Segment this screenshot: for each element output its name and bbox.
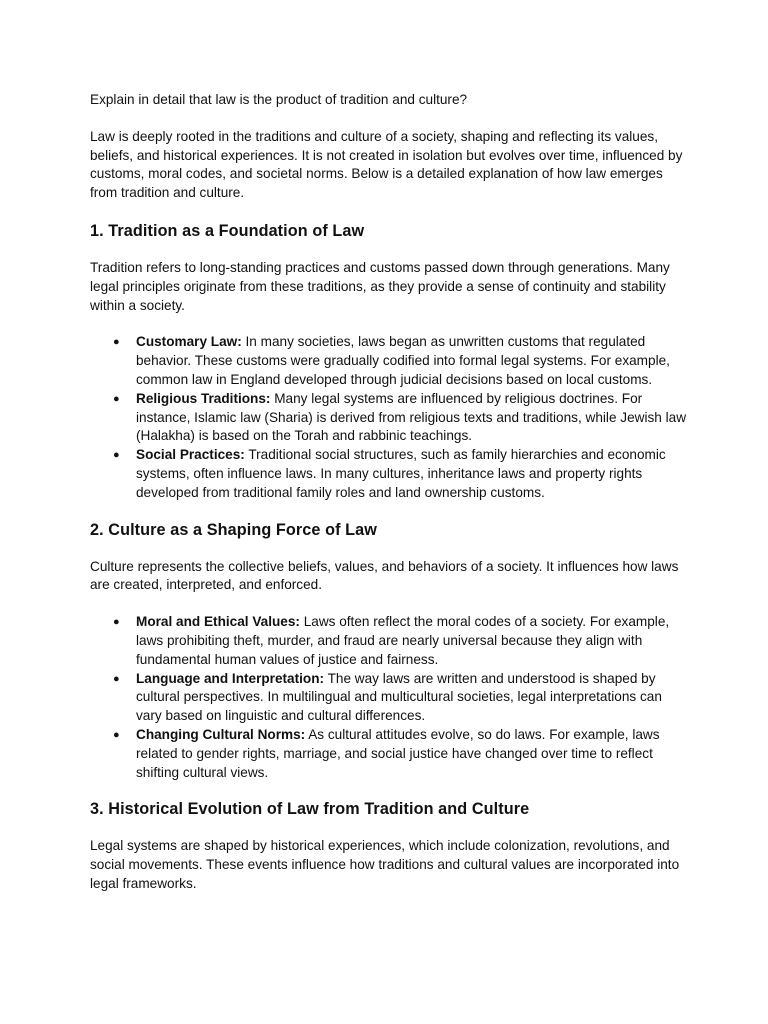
section-paragraph-tradition: Tradition refers to long-standing practices and customs passed down through generations. Many legal principles originate from these traditions, as they provide a sense of continuity and stability within a society. (90, 259, 670, 313)
bullet-icon: ● (113, 392, 120, 405)
question-text: Explain in detail that law is the product of tradition and culture? (90, 92, 468, 107)
bullet-text: Traditional social structures, such as family hierarchies and economic systems, often influence laws. In many cultures, inheritance laws and property rights developed from traditional family roles and land ownership customs. (136, 447, 666, 500)
bullet-text: In many societies, laws began as unwritten customs that regulated behavior. These customs were gradually codified into formal legal systems. For example, common law in England developed through judicial decisions based on local customs. (136, 334, 670, 387)
list-item (90, 446, 690, 502)
bullet-list-tradition (90, 333, 690, 502)
bullet-icon: ● (113, 616, 120, 629)
section-heading-history: 3. Historical Evolution of Law from Tradition and Culture (90, 800, 530, 819)
bullet-term: Moral and Ethical Values: (136, 614, 300, 630)
section-paragraph-history: Legal systems are shaped by historical experiences, which include colonization, revolutions, and social movements. These events influence how traditions and cultural values are incorporated into legal frameworks. (90, 838, 680, 891)
intro-paragraph: Law is deeply rooted in the traditions and culture of a society, shaping and reflecting its values, beliefs, and historical experiences. It is not created in isolation but evolves over time, influenced by customs, moral codes, and societal norms. Below is a detailed explanation of how law emerges from tradition and culture. (90, 128, 683, 201)
section-heading-culture: 2. Culture as a Shaping Force of Law (90, 520, 377, 539)
bullet-text: As cultural attitudes evolve, so do laws. For example, laws related to gender rights, marriage, and social justice have changed over time to reflect shifting cultural views. (136, 726, 660, 780)
bullet-text: Many legal systems are influenced by religious doctrines. For instance, Islamic law (Sharia) is derived from religious texts and traditions, while Jewish law (Halakha) is based on the Torah and rabbinic teachings. (136, 390, 687, 444)
bullet-icon: ● (113, 672, 120, 685)
list-item (90, 390, 690, 446)
bullet-icon: ● (113, 449, 120, 462)
section-heading-tradition: 1. Tradition as a Foundation of Law (90, 221, 365, 240)
bullet-text: The way laws are written and understood is shaped by cultural perspectives. In multilingual and multicultural societies, legal interpretations can vary based on linguistic and cultural differences. (136, 670, 662, 724)
document-page (90, 91, 690, 894)
bullet-term: Religious Traditions: (136, 390, 271, 406)
bullet-list-culture (90, 613, 690, 782)
section-paragraph-culture: Culture represents the collective beliefs, values, and behaviors of a society. It influences how laws are created, interpreted, and enforced. (90, 558, 679, 593)
bullet-text: Laws often reflect the moral codes of a society. For example, laws prohibiting theft, murder, and fraud are nearly universal because they align with fundamental human values of justice and fairness. (136, 614, 670, 667)
bullet-term: Language and Interpretation: (136, 670, 325, 686)
list-item (90, 613, 690, 669)
list-item (90, 333, 690, 389)
bullet-icon: ● (113, 728, 120, 741)
bullet-term: Social Practices: (136, 447, 245, 463)
bullet-icon: ● (113, 336, 120, 349)
bullet-term: Changing Cultural Norms: (136, 726, 306, 742)
list-item (90, 726, 690, 782)
list-item (90, 670, 690, 726)
bullet-term: Customary Law: (136, 334, 242, 350)
